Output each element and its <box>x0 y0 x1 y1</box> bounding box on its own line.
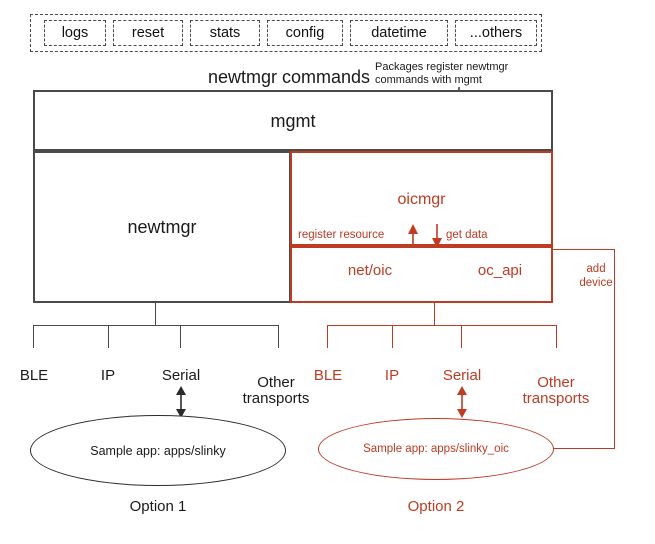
command-box-config <box>267 20 343 46</box>
packages-register-note-line2: commands with mgmt <box>375 74 482 86</box>
right-transport-ip: IP <box>384 367 400 384</box>
register-resource-label: register resource <box>298 229 385 241</box>
command-label: stats <box>209 25 241 41</box>
right-sample-app-ellipse <box>318 418 554 480</box>
right-transport-serial: Serial <box>442 367 482 384</box>
left-tree-drop-other <box>278 325 279 348</box>
add-device-wire-top <box>553 249 615 250</box>
command-box-datetime <box>350 20 448 46</box>
left-sample-app-label: Sample app: apps/slinky <box>90 443 226 458</box>
packages-register-note-line1: Packages register newtmgr <box>375 61 509 73</box>
add-device-label-line2: device <box>579 277 613 289</box>
left-tree-drop-serial <box>180 325 181 348</box>
command-box-stats <box>190 20 260 46</box>
oc-api-label: oc_api <box>477 262 523 279</box>
right-tree-drop-other <box>556 325 557 348</box>
left-transport-serial: Serial <box>161 367 201 384</box>
command-box-logs <box>44 20 106 46</box>
oc-api-dotted-divider <box>551 241 553 303</box>
command-label: config <box>285 25 325 41</box>
right-tree-drop-ip <box>392 325 393 348</box>
option-2-label: Option 2 <box>407 498 465 515</box>
left-transport-ble: BLE <box>19 367 49 384</box>
right-transport-other: Other <box>537 374 575 391</box>
net-oic-label: net/oic <box>347 262 393 279</box>
command-label: logs <box>61 25 89 41</box>
get-data-label: get data <box>446 229 488 241</box>
left-tree-drop-ble <box>33 325 34 348</box>
left-transport-ip: IP <box>100 367 116 384</box>
right-transport-other-2: transports <box>522 390 590 407</box>
add-device-wire-bottom <box>553 448 615 449</box>
left-serial-double-arrow-icon <box>173 386 189 418</box>
command-box-reset <box>113 20 183 46</box>
right-tree-drop-ble <box>327 325 328 348</box>
add-device-label-line1: add <box>586 263 606 275</box>
mgmt-box <box>33 90 553 151</box>
newtmgr-box <box>33 151 291 303</box>
right-tree-bar <box>327 325 557 326</box>
command-box-others <box>455 20 537 46</box>
mgmt-label: mgmt <box>270 111 316 131</box>
right-transport-ble: BLE <box>313 367 343 384</box>
left-sample-app-ellipse <box>30 415 286 486</box>
left-transport-other: Other <box>257 374 295 391</box>
newtmgr-label: newtmgr <box>127 217 197 237</box>
right-serial-double-arrow-icon <box>454 386 470 418</box>
oicmgr-label: oicmgr <box>397 191 446 208</box>
right-sample-app-label: Sample app: apps/slinky_oic <box>363 443 509 455</box>
command-label: ...others <box>469 25 523 41</box>
left-tree-bar <box>33 325 278 326</box>
command-label: reset <box>131 25 165 41</box>
left-tree-stem <box>155 303 156 325</box>
get-data-arrow-down-icon <box>430 224 444 248</box>
left-transport-other-2: transports <box>242 390 310 407</box>
command-label: datetime <box>371 25 427 41</box>
option-1-label: Option 1 <box>129 498 187 515</box>
right-tree-stem <box>434 303 435 325</box>
newtmgr-commands-caption: newtmgr commands <box>208 67 371 87</box>
left-tree-drop-ip <box>108 325 109 348</box>
right-tree-drop-serial <box>461 325 462 348</box>
register-resource-arrow-up-icon <box>406 224 420 248</box>
